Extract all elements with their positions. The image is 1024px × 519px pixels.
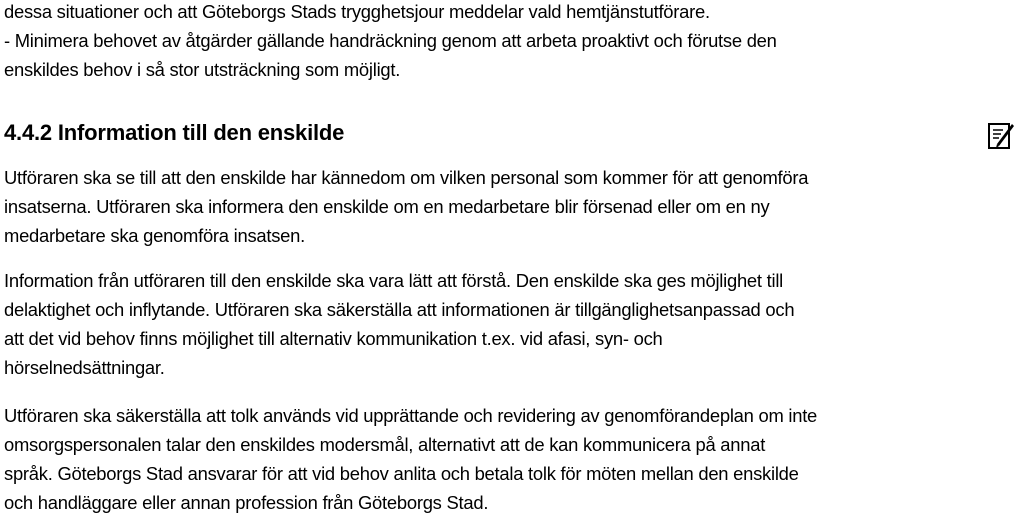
intro-line-3: enskildes behov i så stor utsträckning som möjligt.	[4, 59, 401, 80]
intro-line-2: - Minimera behovet av åtgärder gällande handräckning genom att arbeta proaktivt och förutse den	[4, 30, 777, 51]
p2-line-3: att det vid behov finns möjlighet till alternativ kommunikation t.ex. vid afasi, syn- och	[4, 328, 663, 349]
edit-note-icon	[985, 120, 1015, 152]
section-heading: 4.4.2 Information till den enskilde	[4, 120, 345, 145]
p3-line-1: Utföraren ska säkerställa att tolk används vid upprättande och revidering av genomförandeplan om inte	[4, 405, 818, 426]
p2-line-1: Information från utföraren till den enskilde ska vara lätt att förstå. Den enskilde ska ges möjlighet till	[4, 270, 783, 291]
intro-line-1: dessa situationer och att Göteborgs Stads trygghetsjour meddelar vald hemtjänstutförare.	[4, 1, 710, 22]
p1-line-2: insatserna. Utföraren ska informera den enskilde om en medarbetare blir försenad eller om en ny	[4, 196, 770, 217]
p3-line-4: och handläggare eller annan profession från Göteborgs Stad.	[4, 492, 489, 513]
p1-line-3: medarbetare ska genomföra insatsen.	[4, 225, 305, 246]
p3-line-3: språk. Göteborgs Stad ansvarar för att vid behov anlita och betala tolk för möten mellan den enskilde	[4, 463, 799, 484]
p1-line-1: Utföraren ska se till att den enskilde har kännedom om vilken personal som kommer för att genomföra	[4, 167, 809, 188]
p3-line-2: omsorgspersonalen talar den enskildes modersmål, alternativt att de kan kommunicera på annat	[4, 434, 766, 455]
p2-line-4: hörselnedsättningar.	[4, 357, 165, 378]
p2-line-2: delaktighet och inflytande. Utföraren ska säkerställa att informationen är tillgänglighetsanpassad och	[4, 299, 795, 320]
